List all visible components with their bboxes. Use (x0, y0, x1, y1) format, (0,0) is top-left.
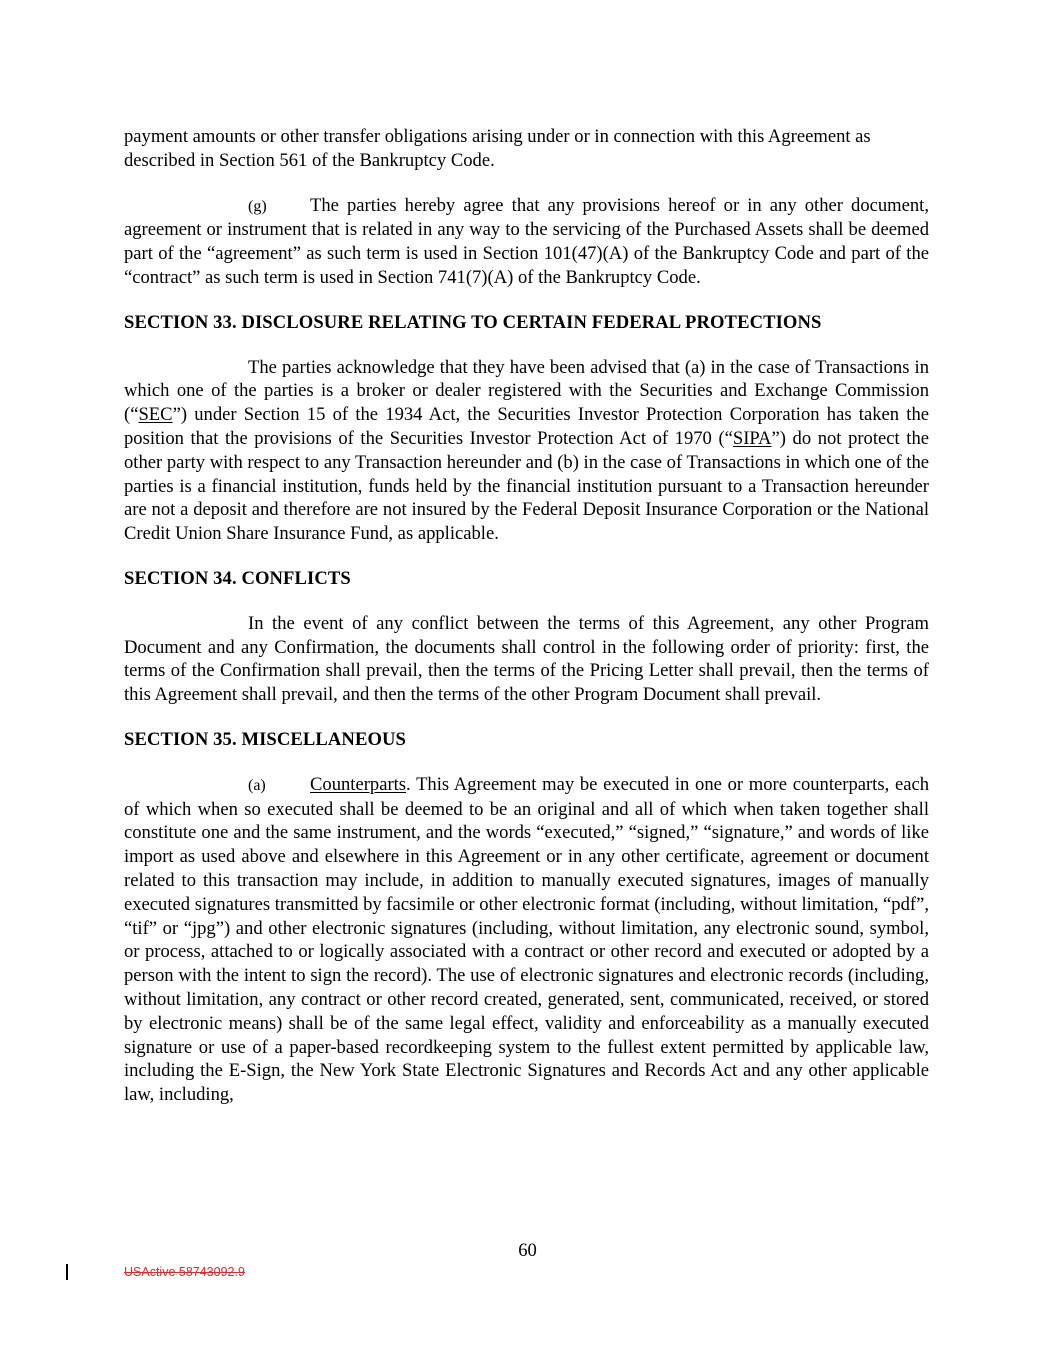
section-34-heading: SECTION 34. CONFLICTS (124, 567, 351, 589)
document-id: USActive 58743092.9 (124, 1265, 245, 1279)
section-33-paragraph (124, 356, 929, 546)
document-body (124, 125, 929, 1128)
defined-term-sipa: SIPA (732, 427, 772, 449)
defined-term-sec: SEC (138, 404, 173, 426)
section-33-text-3: ”) do not protect the other party with respect to any Transaction hereunder and (b) in the case of Transactions in which one of the parties is a financial institution, funds held by the financial institution pursuant to a Transaction hereunder are not a deposit and therefore are not insured by the Federal Deposit Insurance Corporation or the National Credit Union Share Insurance Fund, as applicable. (124, 427, 930, 545)
section-34-paragraph: In the event of any conflict between the terms of this Agreement, any other Program Document and any Confirmation, the documents shall control in the following order of priority: first, the terms of the Confirmation shall prevail, then the terms of the Pricing Letter shall prevail, then the terms of this Agreement shall prevail, and then the terms of the other Program Document shall prevail. (124, 612, 929, 706)
section-33-heading: SECTION 33. DISCLOSURE RELATING TO CERTAIN FEDERAL PROTECTIONS (124, 311, 822, 333)
paragraph-g (124, 194, 929, 290)
paragraph-a-text: . This Agreement may be executed in one or more counterparts, each of which when so executed shall be deemed to be an original and all of which when taken together shall constitute one and the same instrument, and the words “executed,” “signed,” “signature,” and words of like import as used above and elsewhere in this Agreement or in any other certificate, agreement or document related to this transaction may include, in addition to manually executed signatures, images of manually executed signatures transmitted by facsimile or other electronic format (including, without limitation, “pdf”, “tif” or “jpg”) and other electronic signatures (including, without limitation, any electronic sound, symbol, or process, attached to or logically associated with a contract or other record and executed or adopted by a person with the intent to sign the record). The use of electronic signatures and electronic records (including, without limitation, any contract or other record created, generated, sent, communicated, received, or stored by electronic means) shall be of the same legal effect, validity and enforceability as a manually executed signature or use of a paper-based recordkeeping system to the fullest extent permitted by applicable law, including the E-Sign, the New York State Electronic Signatures and Records Act and any other applicable law, including, (124, 773, 929, 1106)
section-33-text-1: The parties acknowledge that they have been advised that (a) in the case of Transactions in which one of the parties is a broker or dealer registered with the Securities and Exchange Commission (“ (124, 356, 929, 426)
paragraph-a-label: (a) (248, 776, 266, 794)
paragraph-a-counterparts (124, 773, 929, 1107)
page-number: 60 (518, 1240, 537, 1261)
section-35-heading: SECTION 35. MISCELLANEOUS (124, 728, 406, 750)
section-33-text-2: ”) under Section 15 of the 1934 Act, the Securities Investor Protection Corporation has taken the position that the provisions of the Securities Investor Protection Act of 1970 (“ (124, 404, 929, 449)
counterparts-title: Counterparts (310, 773, 407, 795)
continuation-paragraph: payment amounts or other transfer obligations arising under or in connection with this Agreement as described in Section 561 of the Bankruptcy Code. (124, 126, 871, 171)
paragraph-g-label: (g) (248, 197, 267, 215)
paragraph-g-text: The parties hereby agree that any provisions hereof or in any other document, agreement or instrument that is related in any way to the servicing of the Purchased Assets shall be deemed part of the “agreement” as such term is used in Section 101(47)(A) of the Bankruptcy Code and part of the “contract” as such term is used in Section 741(7)(A) of the Bankruptcy Code. (124, 194, 929, 288)
change-bar (66, 1264, 68, 1280)
